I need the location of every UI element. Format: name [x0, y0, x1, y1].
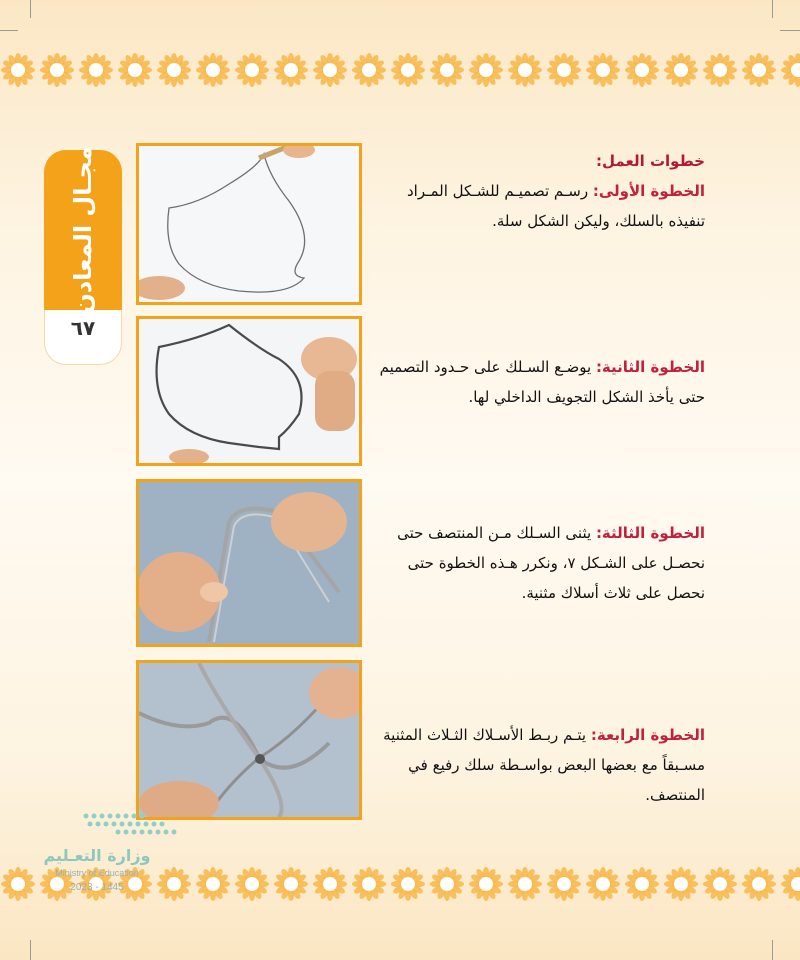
- ministry-dots-icon: [66, 808, 226, 844]
- chapter-title: مجـال المعادن: [69, 146, 97, 314]
- chapter-side-tab: [44, 146, 122, 365]
- flower-icon: [313, 53, 347, 87]
- flower-icon: [508, 867, 542, 901]
- flower-icon: [625, 53, 659, 87]
- step-1-label: الخطوة الأولى:: [592, 182, 705, 200]
- flower-icon: [664, 53, 698, 87]
- crop-mark: [0, 30, 18, 31]
- flower-icon: [703, 53, 737, 87]
- flower-icon: [742, 867, 776, 901]
- crop-mark: [30, 0, 31, 18]
- side-tab-header: [44, 146, 122, 314]
- ministry-logo: [26, 808, 186, 898]
- flower-icon: [79, 53, 113, 87]
- photo-bending-wire: [136, 479, 362, 647]
- flower-icon: [586, 867, 620, 901]
- flower-icon: [352, 53, 386, 87]
- flower-icon: [118, 53, 152, 87]
- flower-icon: [703, 867, 737, 901]
- wire-outline-icon: [139, 319, 359, 463]
- photo-drawing-design: [136, 143, 362, 305]
- flower-icon: [469, 53, 503, 87]
- step-2: [375, 352, 705, 412]
- flower-icon: [274, 867, 308, 901]
- step-3: [375, 518, 705, 608]
- flower-icon: [664, 867, 698, 901]
- ministry-name-en: Ministry of Education: [55, 868, 139, 878]
- flower-icon: [781, 867, 800, 901]
- crop-mark: [772, 940, 773, 960]
- flower-icon: [235, 867, 269, 901]
- step-2-text: يوضـع السـلك على حـدود التصميم حتى يأخذ الشكل التجويف الداخلي لها.: [379, 358, 705, 406]
- flower-icon: [391, 53, 425, 87]
- step-4-label: الخطوة الرابعة:: [590, 726, 705, 744]
- flower-icon: [430, 53, 464, 87]
- flower-border-top: [0, 48, 800, 92]
- flower-icon: [235, 53, 269, 87]
- wire-tie-icon: [139, 663, 359, 817]
- flower-icon: [196, 53, 230, 87]
- flower-icon: [196, 867, 230, 901]
- crop-mark: [30, 940, 31, 960]
- ministry-name-ar: وزارة التعـليم: [43, 846, 151, 865]
- flower-icon: [430, 867, 464, 901]
- flower-icon: [742, 53, 776, 87]
- ministry-year: 2023 - 1445: [70, 882, 124, 893]
- step-4-text: يتـم ربـط الأسـلاك الثـلاث المثنية مسـبقاً مع بعضها البعض بواسـطة سلك رفيع في المنتصف.: [383, 726, 705, 804]
- flower-icon: [274, 53, 308, 87]
- flower-icon: [391, 867, 425, 901]
- flower-icon: [469, 867, 503, 901]
- instructions-heading: خطوات العمل:: [596, 152, 705, 170]
- flower-icon: [40, 53, 74, 87]
- step-1: [375, 176, 705, 236]
- step-3-label: الخطوة الثالثة:: [595, 524, 705, 542]
- instructions-heading-block: [375, 146, 705, 176]
- step-1-text: رسـم تصميـم للشـكل المـراد تنفيذه بالسلك، وليكن الشكل سلة.: [406, 182, 705, 230]
- flower-icon: [157, 53, 191, 87]
- photo-wire-on-design: [136, 316, 362, 466]
- flower-icon: [1, 53, 35, 87]
- step-4: [375, 720, 705, 810]
- flower-icon: [508, 53, 542, 87]
- step-2-label: الخطوة الثانية:: [595, 358, 705, 376]
- photo-tying-wires: [136, 660, 362, 820]
- flower-icon: [625, 867, 659, 901]
- page-number: ٦٧: [70, 316, 96, 340]
- flower-icon: [352, 867, 386, 901]
- flower-icon: [586, 53, 620, 87]
- flower-icon: [781, 53, 800, 87]
- crop-mark: [772, 0, 773, 18]
- flower-icon: [547, 53, 581, 87]
- flower-icon: [547, 867, 581, 901]
- pencil-drawing-icon: [139, 146, 359, 302]
- step-3-text: يثنى السـلك مـن المنتصف حتى نحصـل على الشـكل ٧، ونكرر هـذه الخطوة حتى نحصل على ثلاث أسلاك مثنية.: [397, 524, 705, 602]
- flower-icon: [313, 867, 347, 901]
- crop-mark: [780, 30, 800, 31]
- wire-bend-icon: [139, 482, 359, 644]
